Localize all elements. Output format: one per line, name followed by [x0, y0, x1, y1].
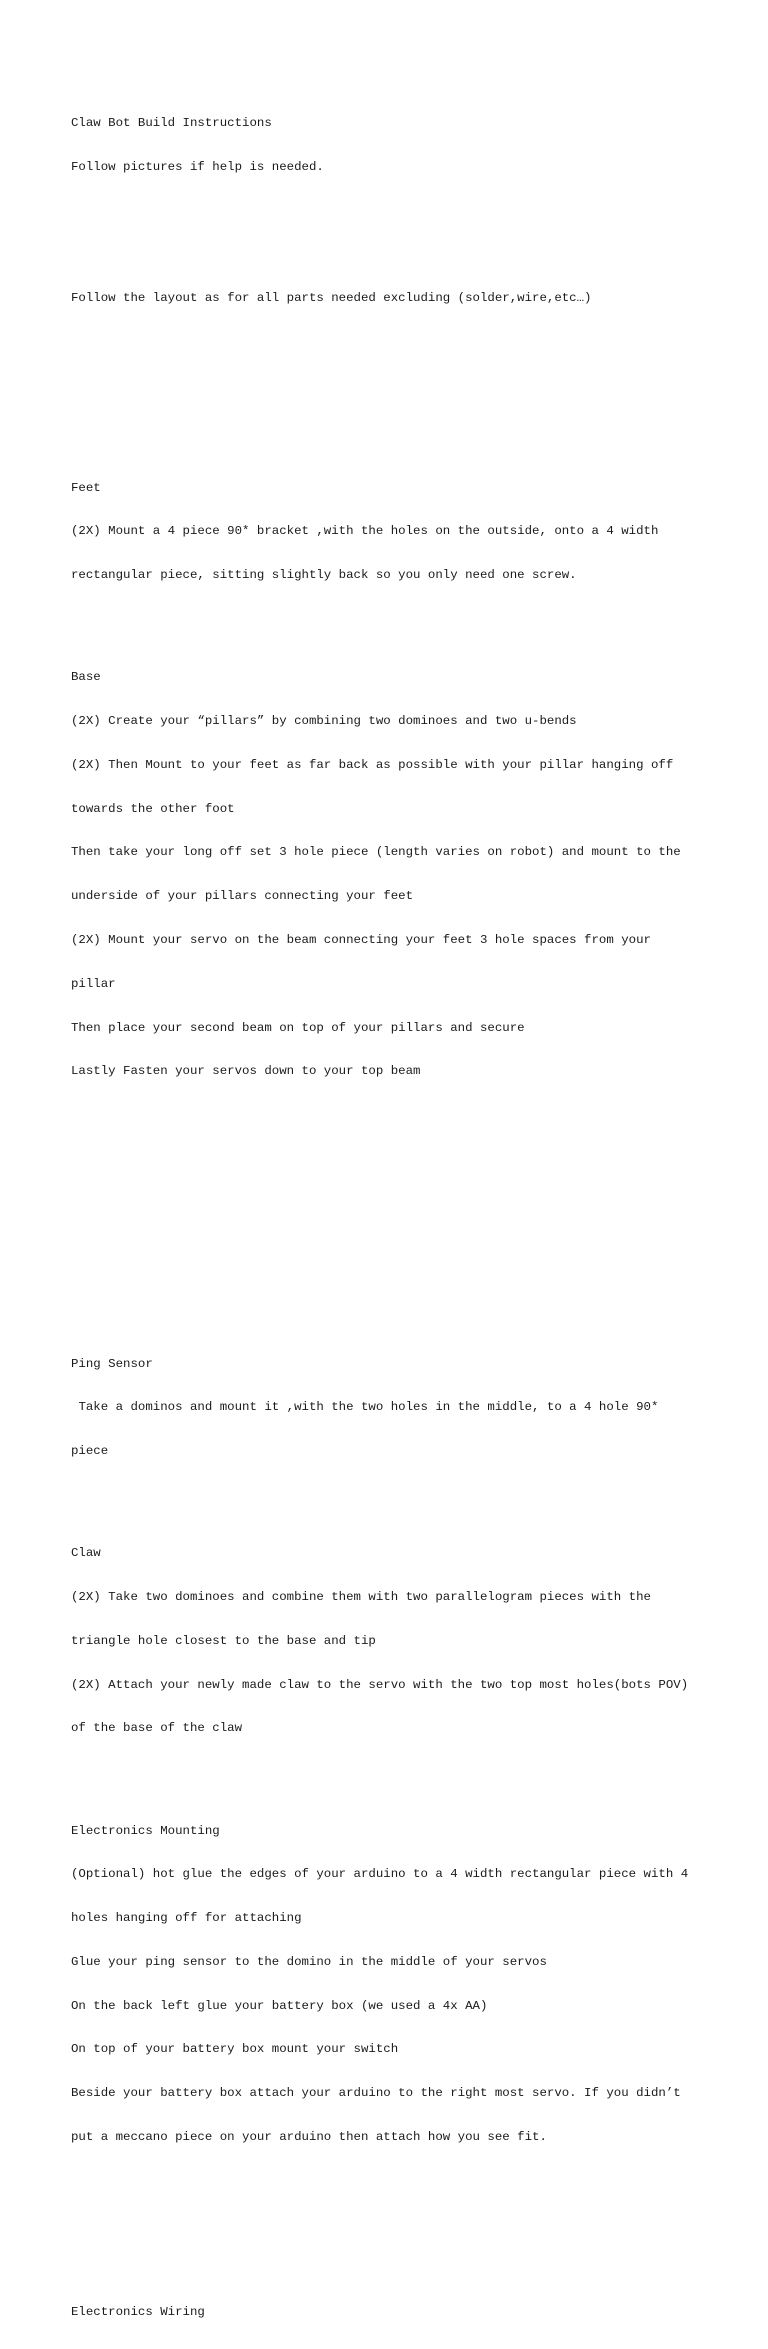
- base-line: pillar: [71, 976, 116, 991]
- document-body: [71, 72, 711, 2349]
- base-line: underside of your pillars connecting your feet: [71, 889, 414, 904]
- base-heading: Base: [71, 670, 101, 685]
- claw-line: (2X) Attach your newly made claw to the servo with the two top most holes(bots POV): [71, 1677, 689, 1692]
- feet-heading: Feet: [71, 480, 101, 495]
- mounting-line: On top of your battery box mount your switch: [71, 2042, 399, 2057]
- mounting-line: put a meccano piece on your arduino then attach how you see fit.: [71, 2130, 547, 2144]
- claw-line: of the base of the claw: [71, 1721, 243, 1736]
- base-line: towards the other foot: [71, 801, 235, 816]
- mounting-line: On the back left glue your battery box (we used a 4x AA): [71, 1998, 488, 2013]
- base-line: (2X) Mount your servo on the beam connecting your feet 3 hole spaces from your: [71, 933, 651, 948]
- base-line: Lastly Fasten your servos down to your top beam: [71, 1064, 421, 1079]
- feet-line: rectangular piece, sitting slightly back so you only need one screw.: [71, 568, 577, 583]
- feet-line: (2X) Mount a 4 piece 90* bracket ,with the holes on the outside, onto a 4 width: [71, 524, 659, 539]
- mounting-line: holes hanging off for attaching: [71, 1911, 302, 1926]
- base-line: (2X) Create your “pillars” by combining two dominoes and two u-bends: [71, 714, 577, 729]
- base-line: Then take your long off set 3 hole piece (length varies on robot) and mount to the: [71, 845, 681, 860]
- mounting-line: Glue your ping sensor to the domino in the middle of your servos: [71, 1954, 547, 1969]
- document-title: Claw Bot Build Instructions: [71, 115, 272, 130]
- ping-heading: Ping Sensor: [71, 1356, 153, 1371]
- base-line: (2X) Then Mount to your feet as far back as possible with your pillar hanging off: [71, 757, 674, 772]
- wiring-heading: Electronics Wiring: [71, 2305, 205, 2320]
- ping-line: Take a dominos and mount it ,with the two holes in the middle, to a 4 hole 90*: [71, 1400, 659, 1415]
- layout-note: Follow the layout as for all parts needed excluding (solder,wire,etc…): [71, 290, 592, 305]
- claw-line: (2X) Take two dominoes and combine them with two parallelogram pieces with the: [71, 1590, 651, 1605]
- mounting-heading: Electronics Mounting: [71, 1823, 220, 1838]
- claw-line: triangle hole closest to the base and tip: [71, 1633, 376, 1648]
- base-line: Then place your second beam on top of your pillars and secure: [71, 1020, 525, 1035]
- mounting-line: Beside your battery box attach your arduino to the right most servo. If you didn’t: [71, 2086, 681, 2101]
- mounting-line: (Optional) hot glue the edges of your arduino to a 4 width rectangular piece with 4: [71, 1867, 689, 1882]
- claw-heading: Claw: [71, 1546, 101, 1561]
- ping-line: piece: [71, 1444, 109, 1459]
- document-subtitle: Follow pictures if help is needed.: [71, 159, 324, 174]
